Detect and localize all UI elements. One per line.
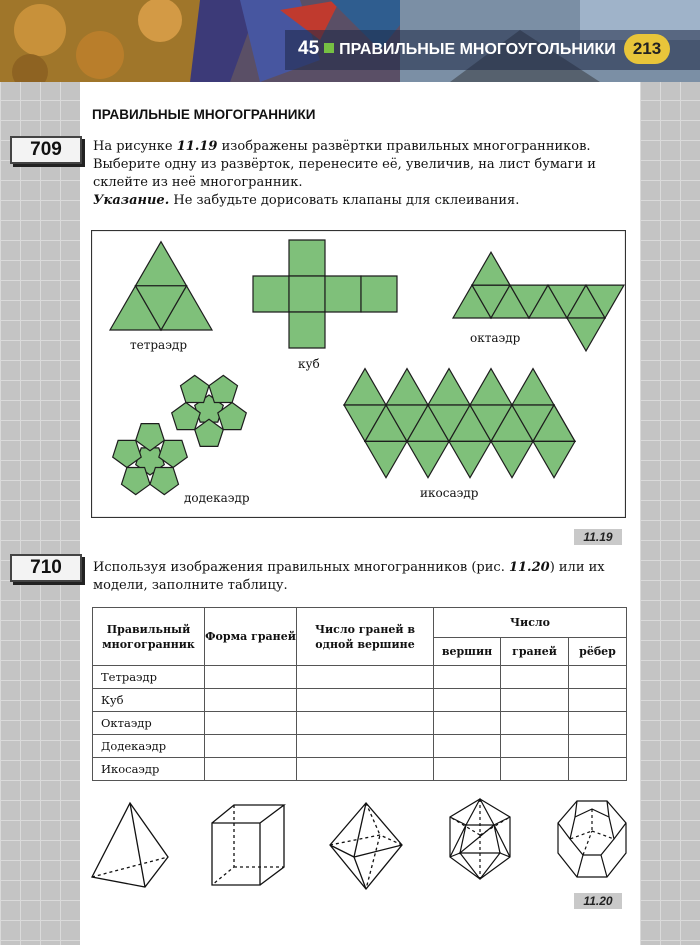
row-name: Октаэдр xyxy=(93,712,205,735)
empty-cell[interactable] xyxy=(434,666,501,689)
table-row xyxy=(93,689,627,712)
table-row xyxy=(93,758,627,781)
header-edges: рёбер xyxy=(569,638,627,666)
net-face xyxy=(325,276,361,312)
empty-cell[interactable] xyxy=(569,758,627,781)
hint-label: Указание. xyxy=(93,193,170,208)
section-title: ПРАВИЛЬНЫЕ МНОГОУГОЛЬНИКИ xyxy=(339,41,616,58)
empty-cell[interactable] xyxy=(297,666,434,689)
table-row xyxy=(93,712,627,735)
figure-label-11-19: 11.19 xyxy=(574,529,622,545)
nets-figure xyxy=(91,230,626,518)
page-number: 213 xyxy=(624,34,670,64)
empty-cell[interactable] xyxy=(501,666,569,689)
cube-solid xyxy=(212,805,284,885)
label-dodecahedron: додекаэдр xyxy=(184,491,250,505)
label-cube: куб xyxy=(298,357,320,371)
header-vertices: вершин xyxy=(434,638,501,666)
task-710-text-a: Используя изображения правильных многогранников (рис. xyxy=(93,560,509,575)
net-face xyxy=(253,276,289,312)
header-title xyxy=(298,38,616,60)
net-face xyxy=(289,240,325,276)
empty-cell[interactable] xyxy=(569,689,627,712)
polyhedra-table xyxy=(92,607,627,781)
hint-text: Не забудьте дорисовать клапаны для склеивания. xyxy=(169,193,520,208)
task-number-710: 710 xyxy=(10,554,82,582)
empty-cell[interactable] xyxy=(205,689,297,712)
empty-cell[interactable] xyxy=(297,689,434,712)
task-710-text-b: ) или их xyxy=(549,560,605,575)
section-number: 45 xyxy=(298,38,320,59)
row-name: Куб xyxy=(93,689,205,712)
empty-cell[interactable] xyxy=(569,712,627,735)
label-octahedron: октаэдр xyxy=(470,331,521,345)
figure-ref: 11.19 xyxy=(176,139,218,154)
table-row xyxy=(93,666,627,689)
table-row xyxy=(93,735,627,758)
task-710-line2: модели, заполните таблицу. xyxy=(93,578,288,593)
empty-cell[interactable] xyxy=(501,735,569,758)
task-709-line3: склейте из неё многогранник. xyxy=(93,175,303,190)
empty-cell[interactable] xyxy=(297,758,434,781)
row-name: Тетраэдр xyxy=(93,666,205,689)
empty-cell[interactable] xyxy=(205,758,297,781)
task-709-line2: Выберите одну из развёрток, перенесите её, увеличив, на лист бумаги и xyxy=(93,157,596,172)
dodecahedron-solid xyxy=(558,801,626,877)
task-709-text xyxy=(93,138,625,210)
section-heading: ПРАВИЛЬНЫЕ МНОГОГРАННИКИ xyxy=(92,107,316,122)
solids-figure xyxy=(90,795,630,895)
task-710-text xyxy=(93,559,625,595)
empty-cell[interactable] xyxy=(569,666,627,689)
empty-cell[interactable] xyxy=(569,735,627,758)
label-tetrahedron: тетраэдр xyxy=(130,338,188,352)
header-polyhedron: Правильный многогранник xyxy=(93,608,205,666)
header-faces-at-vertex: Число граней в одной вершине xyxy=(297,608,434,666)
header-face-shape: Форма граней xyxy=(205,608,297,666)
icosahedron-solid xyxy=(450,799,510,879)
net-face xyxy=(361,276,397,312)
row-name: Додекаэдр xyxy=(93,735,205,758)
empty-cell[interactable] xyxy=(297,712,434,735)
tetrahedron-solid xyxy=(92,803,168,887)
green-square-icon xyxy=(324,43,334,53)
task-709-text-a: На рисунке xyxy=(93,139,177,154)
empty-cell[interactable] xyxy=(501,712,569,735)
empty-cell[interactable] xyxy=(434,758,501,781)
empty-cell[interactable] xyxy=(205,735,297,758)
net-face xyxy=(289,312,325,348)
figure-ref-710: 11.20 xyxy=(508,560,550,575)
task-709-text-b: изображены развёртки правильных многогранников. xyxy=(217,139,591,154)
empty-cell[interactable] xyxy=(297,735,434,758)
header-count: Число xyxy=(434,608,627,638)
net-face xyxy=(289,276,325,312)
row-name: Икосаэдр xyxy=(93,758,205,781)
empty-cell[interactable] xyxy=(501,689,569,712)
empty-cell[interactable] xyxy=(434,689,501,712)
empty-cell[interactable] xyxy=(205,666,297,689)
empty-cell[interactable] xyxy=(434,735,501,758)
empty-cell[interactable] xyxy=(434,712,501,735)
figure-label-11-20: 11.20 xyxy=(574,893,622,909)
header-faces: граней xyxy=(501,638,569,666)
empty-cell[interactable] xyxy=(501,758,569,781)
task-number-709: 709 xyxy=(10,136,82,164)
empty-cell[interactable] xyxy=(205,712,297,735)
label-icosahedron: икосаэдр xyxy=(420,486,479,500)
octahedron-solid xyxy=(330,803,402,889)
